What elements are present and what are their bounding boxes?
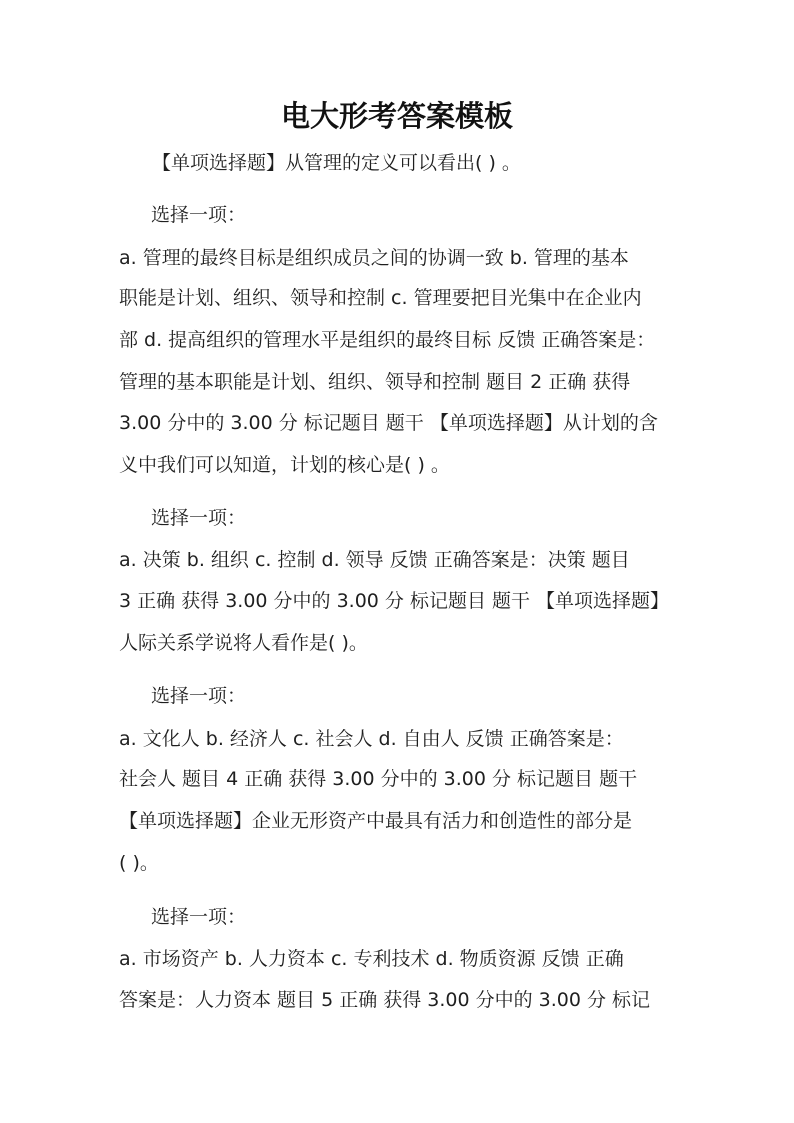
body-line: 3 正确 获得 3.00 分中的 3.00 分 标记题目 题干 【单项选择题】 xyxy=(119,590,670,612)
body-line: 职能是计划、组织、领导和控制 c. 管理要把目光集中在企业内 xyxy=(119,287,642,309)
body-line: 答案是：人力资本 题目 5 正确 获得 3.00 分中的 3.00 分 标记 xyxy=(119,989,651,1011)
body-line: 社会人 题目 4 正确 获得 3.00 分中的 3.00 分 标记题目 题干 xyxy=(119,768,638,790)
body-line: 管理的基本职能是计划、组织、领导和控制 题目 2 正确 获得 xyxy=(119,371,631,393)
question-1-choose-one: 选择一项： xyxy=(151,204,247,226)
body-line: a. 决策 b. 组织 c. 控制 d. 领导 反馈 正确答案是：决策 题目 xyxy=(119,549,630,571)
body-line: 人际关系学说将人看作是( )。 xyxy=(119,632,368,654)
body-line: ( )。 xyxy=(119,852,159,874)
body-line: 部 d. 提高组织的管理水平是组织的最终目标 反馈 正确答案是： xyxy=(119,329,656,351)
body-line: a. 文化人 b. 经济人 c. 社会人 d. 自由人 反馈 正确答案是： xyxy=(119,728,624,750)
body-line: a. 管理的最终目标是组织成员之间的协调一致 b. 管理的基本 xyxy=(119,247,629,269)
question-4-choose-one: 选择一项： xyxy=(151,906,247,928)
body-line: 义中我们可以知道，计划的核心是( ) 。 xyxy=(119,454,450,476)
question-1-stem: 【单项选择题】从管理的定义可以看出( ) 。 xyxy=(152,152,521,174)
body-line: 3.00 分中的 3.00 分 标记题目 题干 【单项选择题】从计划的含 xyxy=(119,412,658,434)
question-2-choose-one: 选择一项： xyxy=(151,507,247,529)
body-line: 【单项选择题】企业无形资产中最具有活力和创造性的部分是 xyxy=(119,810,633,832)
document-title: 电大形考答案模板 xyxy=(280,99,513,133)
body-line: a. 市场资产 b. 人力资本 c. 专利技术 d. 物质资源 反馈 正确 xyxy=(119,948,624,970)
question-3-choose-one: 选择一项： xyxy=(151,685,247,707)
